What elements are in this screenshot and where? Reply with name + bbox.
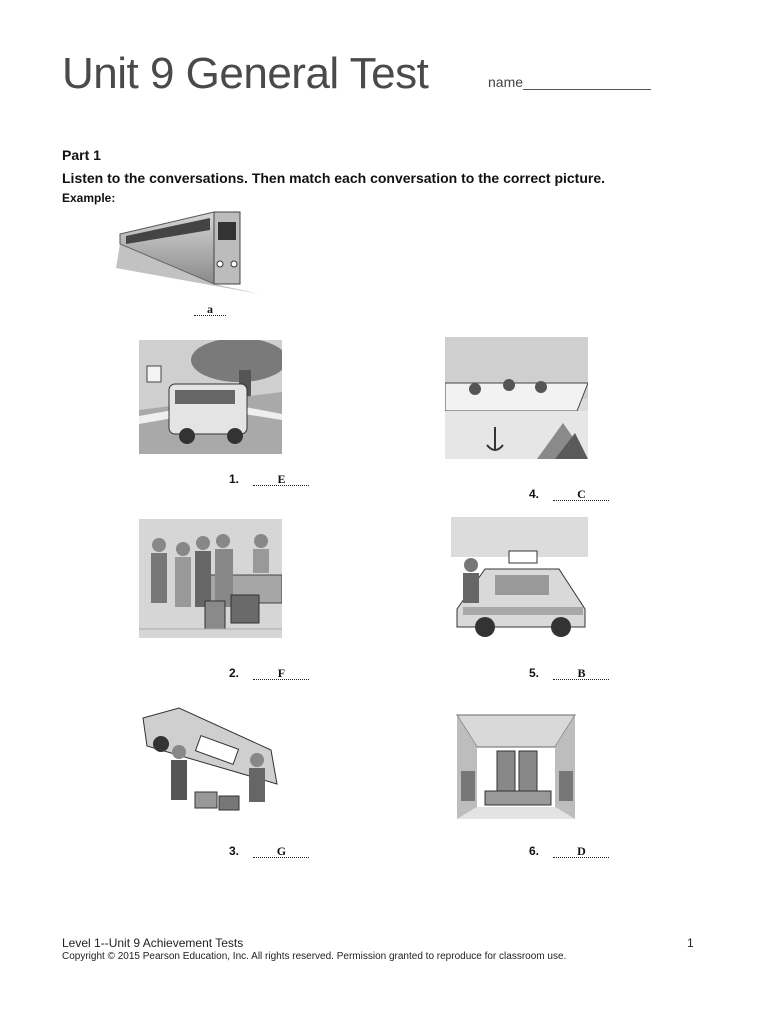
page-number: 1: [687, 936, 694, 950]
item-number: 4.: [529, 487, 540, 501]
name-blank-line: [523, 75, 651, 90]
cruise-ship-picture: [445, 337, 588, 459]
item-number: 1.: [229, 472, 240, 486]
item-2: [229, 664, 309, 682]
item-number: 2.: [229, 666, 240, 680]
item-1: [229, 470, 309, 488]
item-5: [529, 664, 609, 682]
limousine-picture: [139, 700, 282, 822]
item-number: 5.: [529, 666, 540, 680]
item-answer: C: [553, 488, 609, 501]
item-6: [529, 842, 609, 860]
name-field: [488, 74, 651, 90]
train-picture: [116, 208, 260, 296]
airplane-seats-picture: [445, 707, 588, 822]
item-answer: E: [253, 473, 309, 486]
taxi-picture: [451, 517, 588, 641]
part-label: Part 1: [62, 147, 101, 163]
item-answer: G: [253, 845, 309, 858]
footer-copyright: Copyright © 2015 Pearson Education, Inc. All rights reserved. Permission granted to reproduce for classroom use.: [62, 951, 567, 962]
item-4: [529, 485, 609, 503]
travelers-picture: [139, 519, 282, 638]
item-answer: B: [553, 667, 609, 680]
item-answer: F: [253, 667, 309, 680]
item-number: 6.: [529, 844, 540, 858]
item-answer: D: [553, 845, 609, 858]
van-picture: [139, 340, 282, 454]
example-label: Example:: [62, 191, 116, 205]
item-number: 3.: [229, 844, 240, 858]
example-answer-blank: [194, 300, 226, 318]
example-answer: a: [194, 303, 226, 316]
name-label: name: [488, 74, 524, 90]
instructions: Listen to the conversations. Then match each conversation to the correct picture.: [62, 170, 606, 186]
page-title: Unit 9 General Test: [62, 49, 429, 98]
item-3: [229, 842, 309, 860]
footer-course-label: Level 1--Unit 9 Achievement Tests: [62, 936, 244, 950]
